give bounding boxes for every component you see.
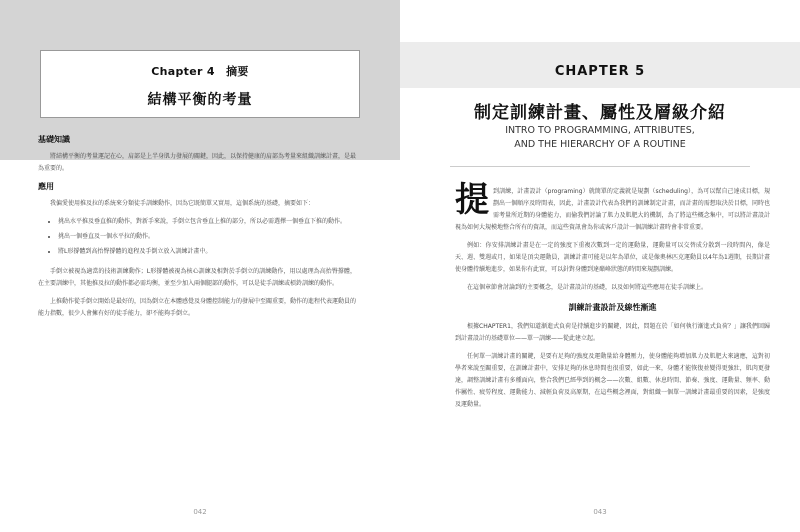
divider xyxy=(450,166,750,167)
intro-paragraph xyxy=(455,180,770,234)
section-heading: 訓練計畫設計及線性漸進 xyxy=(568,303,657,312)
bullet-item: • 挑出一個垂直及一個水平拉的動作。 xyxy=(58,231,356,243)
paragraph: 根據CHAPTER1，我們知道漸進式負荷是持續進步的關鍵，因此，問題在於「如何執行漸進式負荷？」讓我們回歸到計畫設計的基礎單位——單一訓練——從此建立起。 xyxy=(455,323,770,342)
paragraph: 任何單一訓練計畫的關鍵，是要有足夠的強度及運動量給身體壓力，使身體能夠增加肌力及肌肥大來適應，這對初學者來說至關重要，在訓練計畫中，安排足夠的休息時間也很重要，如此一來，身體才能恢復並變得更強壯，肌肉更發達，調整訓練計畫有多種面向，整合我們已經學到的概念——次數、組數、休息時間、節奏、強度、運動量、頻率、動作屬性、疲勞程度、運動能力、減輕負荷及高原期，在這些概念裡面，對組織一個單一訓練計畫最重要的因素，是強度及運動量。 xyxy=(455,353,770,408)
chapter-label: CHAPTER 5 xyxy=(554,64,646,79)
bullet-item: • 挑出水平推及垂直推的動作，對新手來說，手倒立包含垂直上推的部分，所以必需選擇一個垂直下推的動作。 xyxy=(58,216,356,228)
page-number: 043 xyxy=(593,508,607,516)
intro-text: 到訓練，計畫設計（programing）就簡單的定義就是規劃（scheduling），為可以幫自己達成目標，規劃出一個順序及時間表，因此，計畫設計代表為我們的訓練制定計畫，而計畫的需想取決於目標，同時也需考量所近期的身體能力，而偷我們討論了肌力及肌肥大的機制，為了將這些概念集中，可以將計畫設計視為如何大規模地整合所有的資訊，而這些資訊會為你或客戶設計一個訓練計畫時會非常重要。 xyxy=(455,188,770,231)
chapter-title: 制定訓練計畫、屬性及層級介紹 xyxy=(474,103,726,123)
chapter-title: 結構平衡的考量 xyxy=(147,92,253,108)
section-heading: 應用 xyxy=(38,182,54,191)
chapter-subtitle xyxy=(400,124,800,152)
paragraph: 我偏愛使用推及拉的系統來分類徒手訓練動作，因為它既簡單又實用，這個系統的基礎，摘要如下： xyxy=(50,200,315,207)
bullet-item: • 將L形撐體到高抬臀撐體的進程及手倒立放入訓練計畫中。 xyxy=(58,246,356,258)
right-page xyxy=(400,0,800,532)
bullet-list xyxy=(38,216,356,258)
paragraph: 將結構平衡的考量運記在心，肩部是上半身肌力發展的關鍵，因此，以保持健康的肩部為考量來組織訓練計畫，是最為重要的。 xyxy=(38,153,357,172)
section-heading: 基礎知識 xyxy=(38,135,70,144)
page-number: 042 xyxy=(193,508,207,516)
drop-cap: 提 xyxy=(455,180,489,220)
chapter-label: Chapter 4 摘要 xyxy=(151,65,249,78)
summary-body xyxy=(38,130,356,326)
paragraph: 在這個章節會討論到的主要概念，是計畫設計的基礎，以及如何將這些應用在徒手訓練上。 xyxy=(467,284,708,291)
chapter-body xyxy=(455,180,770,417)
paragraph: 例如：你安排訓練計畫是在一定的強度下重複次數到一定的運動量，運動量可以交替成分散到一段時間內，像是天、週、雙週或月，如果是頂尖運動員，訓練計畫可能是以年為單位，或是像奧林匹克運動員以4年為1週期，長期計畫使身體持續地進步，如果你有此實，可以針對身體到達巔峰狀態的時間來規劃訓練。 xyxy=(455,242,770,273)
subtitle-line: AND THE HIERARCHY OF A ROUTINE xyxy=(514,139,686,150)
summary-title-box xyxy=(40,50,360,118)
paragraph: 手倒立被視為適當的技術訓練動作；L形撐體被視為核心訓練及相對於手倒立的訓練動作，用以處理為高抬臀撐體，在主要訓練中，其他推及拉的動作都必需均衡，並至少加入兩個腿部的動作，可以是徒手訓練或槓鈴訓練的動作。 xyxy=(38,268,356,287)
subtitle-line: INTRO TO PROGRAMMING, ATTRIBUTES, xyxy=(505,125,695,136)
paragraph: 上推動作從手倒立開始是最好的，因為倒立在本體感覺及身體控制能力的發展中至關重要，動作的進程代表運動員的能力指數，很少人會擁有好的徒手能力，卻不能夠手倒立。 xyxy=(38,298,357,317)
